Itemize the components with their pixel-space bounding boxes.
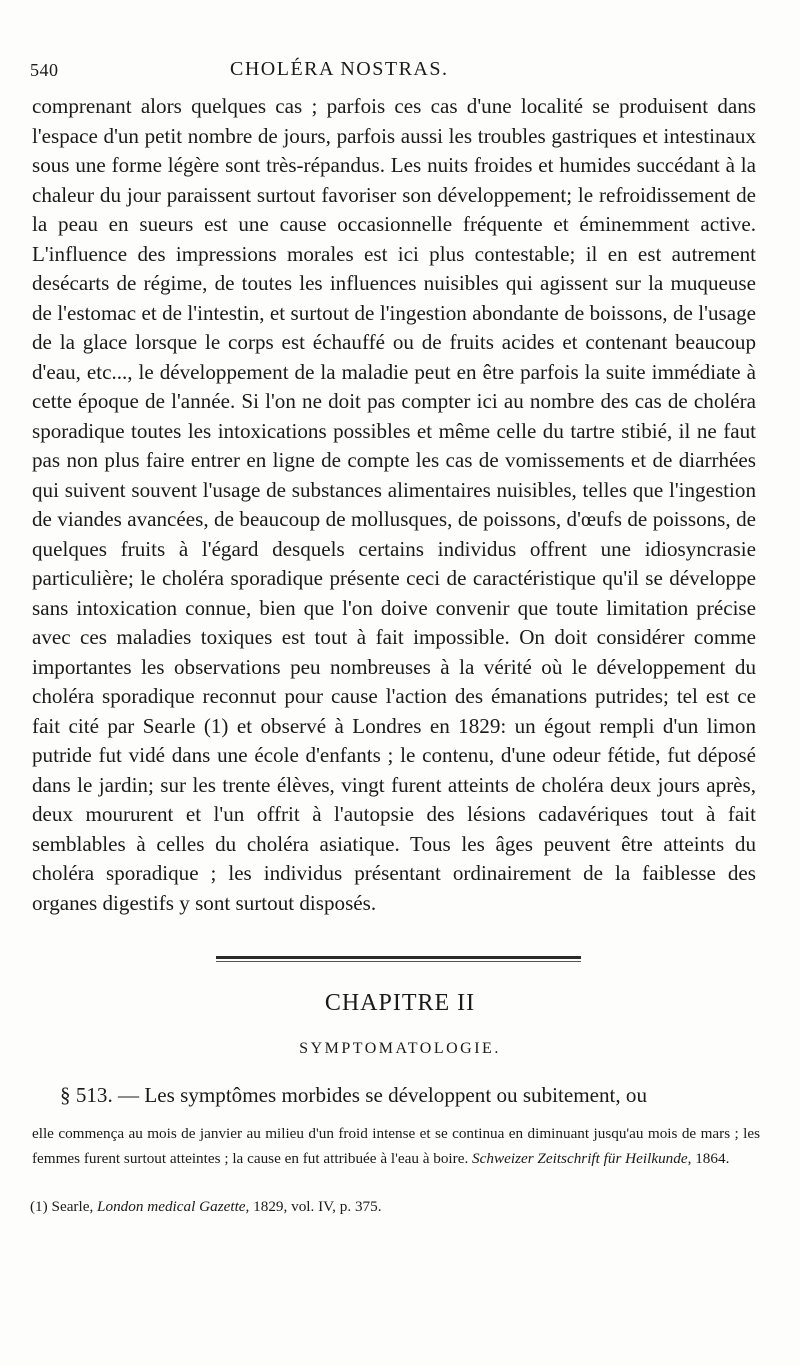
small-paragraph xyxy=(32,1122,760,1171)
footnote xyxy=(30,1195,770,1219)
journal-title: Schweizer Zeitschrift für Heilkunde xyxy=(472,1149,688,1167)
footnote-journal: London medical Gazette xyxy=(97,1198,246,1215)
body-text xyxy=(32,92,756,918)
section-lead: § 513. — Les symptômes morbides se développent ou subitement, ou xyxy=(60,1083,648,1107)
chapter-title: CHAPITRE II xyxy=(324,990,476,1016)
small-paragraph-end: , 1864. xyxy=(687,1149,730,1167)
section-divider xyxy=(216,956,581,959)
footnote-rest: , 1829, vol. IV, p. 375. xyxy=(245,1198,382,1215)
footnote-marker: (1) Searle, xyxy=(30,1198,98,1215)
small-paragraph-text: elle commença au mois de janvier au milieu d'un froid intense et se continua en diminuant jusqu'au mois de mars ; les femmes furent surtout atteintes ; la cause en fut attribuée à l'eau à boire. xyxy=(32,1125,760,1167)
running-title: CHOLÉRA NOSTRAS. xyxy=(230,58,449,80)
body-paragraph: comprenant alors quelques cas ; parfois ces cas d'une localité se produisent dans l'espace d'un petit nombre de jours, parfois aussi les troubles gastriques et intestinaux sous une forme légère sont très-répandus. Les nuits froides et humides succédant à la chaleur du jour paraissent surtout favoriser son développement; le refroidissement de la peau en sueurs est une cause occasionnelle fréquente et éminemment active. L'influence des impressions morales est ici plus contestable; il en est autrement desécarts de régime, de toutes les influences nuisibles qui agissent sur la muqueuse de l'estomac et de l'intestin, et surtout de l'ingestion abondante de boissons, de l'usage de la glace lorsque le corps est échauffé ou de fruits acides et contenant beaucoup d'eau, etc..., le développement de la maladie peut en être parfois la suite immédiate à cette époque de l'année. Si l'on ne doit pas compter ici au nombre des cas de choléra sporadique toutes les intoxications possibles et même celle du tartre stibié, il ne faut pas non plus faire entrer en ligne de compte les cas de vomissements et de diarrhées qui suivent souvent l'usage de substances alimentaires nuisibles, telles que l'ingestion de viandes avancées, de beaucoup de mollusques, de poissons, d'œufs de poissons, de quelques fruits à l'égard desquels certains individus offrent une idiosyncrasie particulière; le choléra sporadique présente ceci de caractéristique qu'il se développe sans intoxication connue, bien que l'on doive convenir que toute limitation précise avec ces maladies toxiques est tout à fait impossible. On doit considérer comme importantes les observations peu nombreuses à la vérité où le développement du choléra sporadique reconnut pour cause l'action des émanations putrides; tel est ce fait cité par Searle (1) et observé à Londres en 1829: un égout rempli d'un limon putride fut vidé dans une école d'enfants ; le contenu, d'une odeur fétide, fut déposé dans le jardin; sur les trente élèves, vingt furent atteints de choléra deux jours après, deux moururent et l'un offrit à l'autopsie des lésions cadavériques tout à fait semblables à celles du choléra asiatique. Tous les âges peuvent être atteints du choléra sporadique ; les individus présentant ordinairement de la faiblesse des organes digestifs y sont surtout disposés. xyxy=(32,94,756,915)
chapter-subtitle: SYMPTOMATOLOGIE. xyxy=(299,1040,501,1057)
section-divider-thin xyxy=(216,961,581,962)
page-number: 540 xyxy=(30,60,59,80)
small-text-block xyxy=(32,1122,760,1171)
running-head xyxy=(0,58,800,84)
